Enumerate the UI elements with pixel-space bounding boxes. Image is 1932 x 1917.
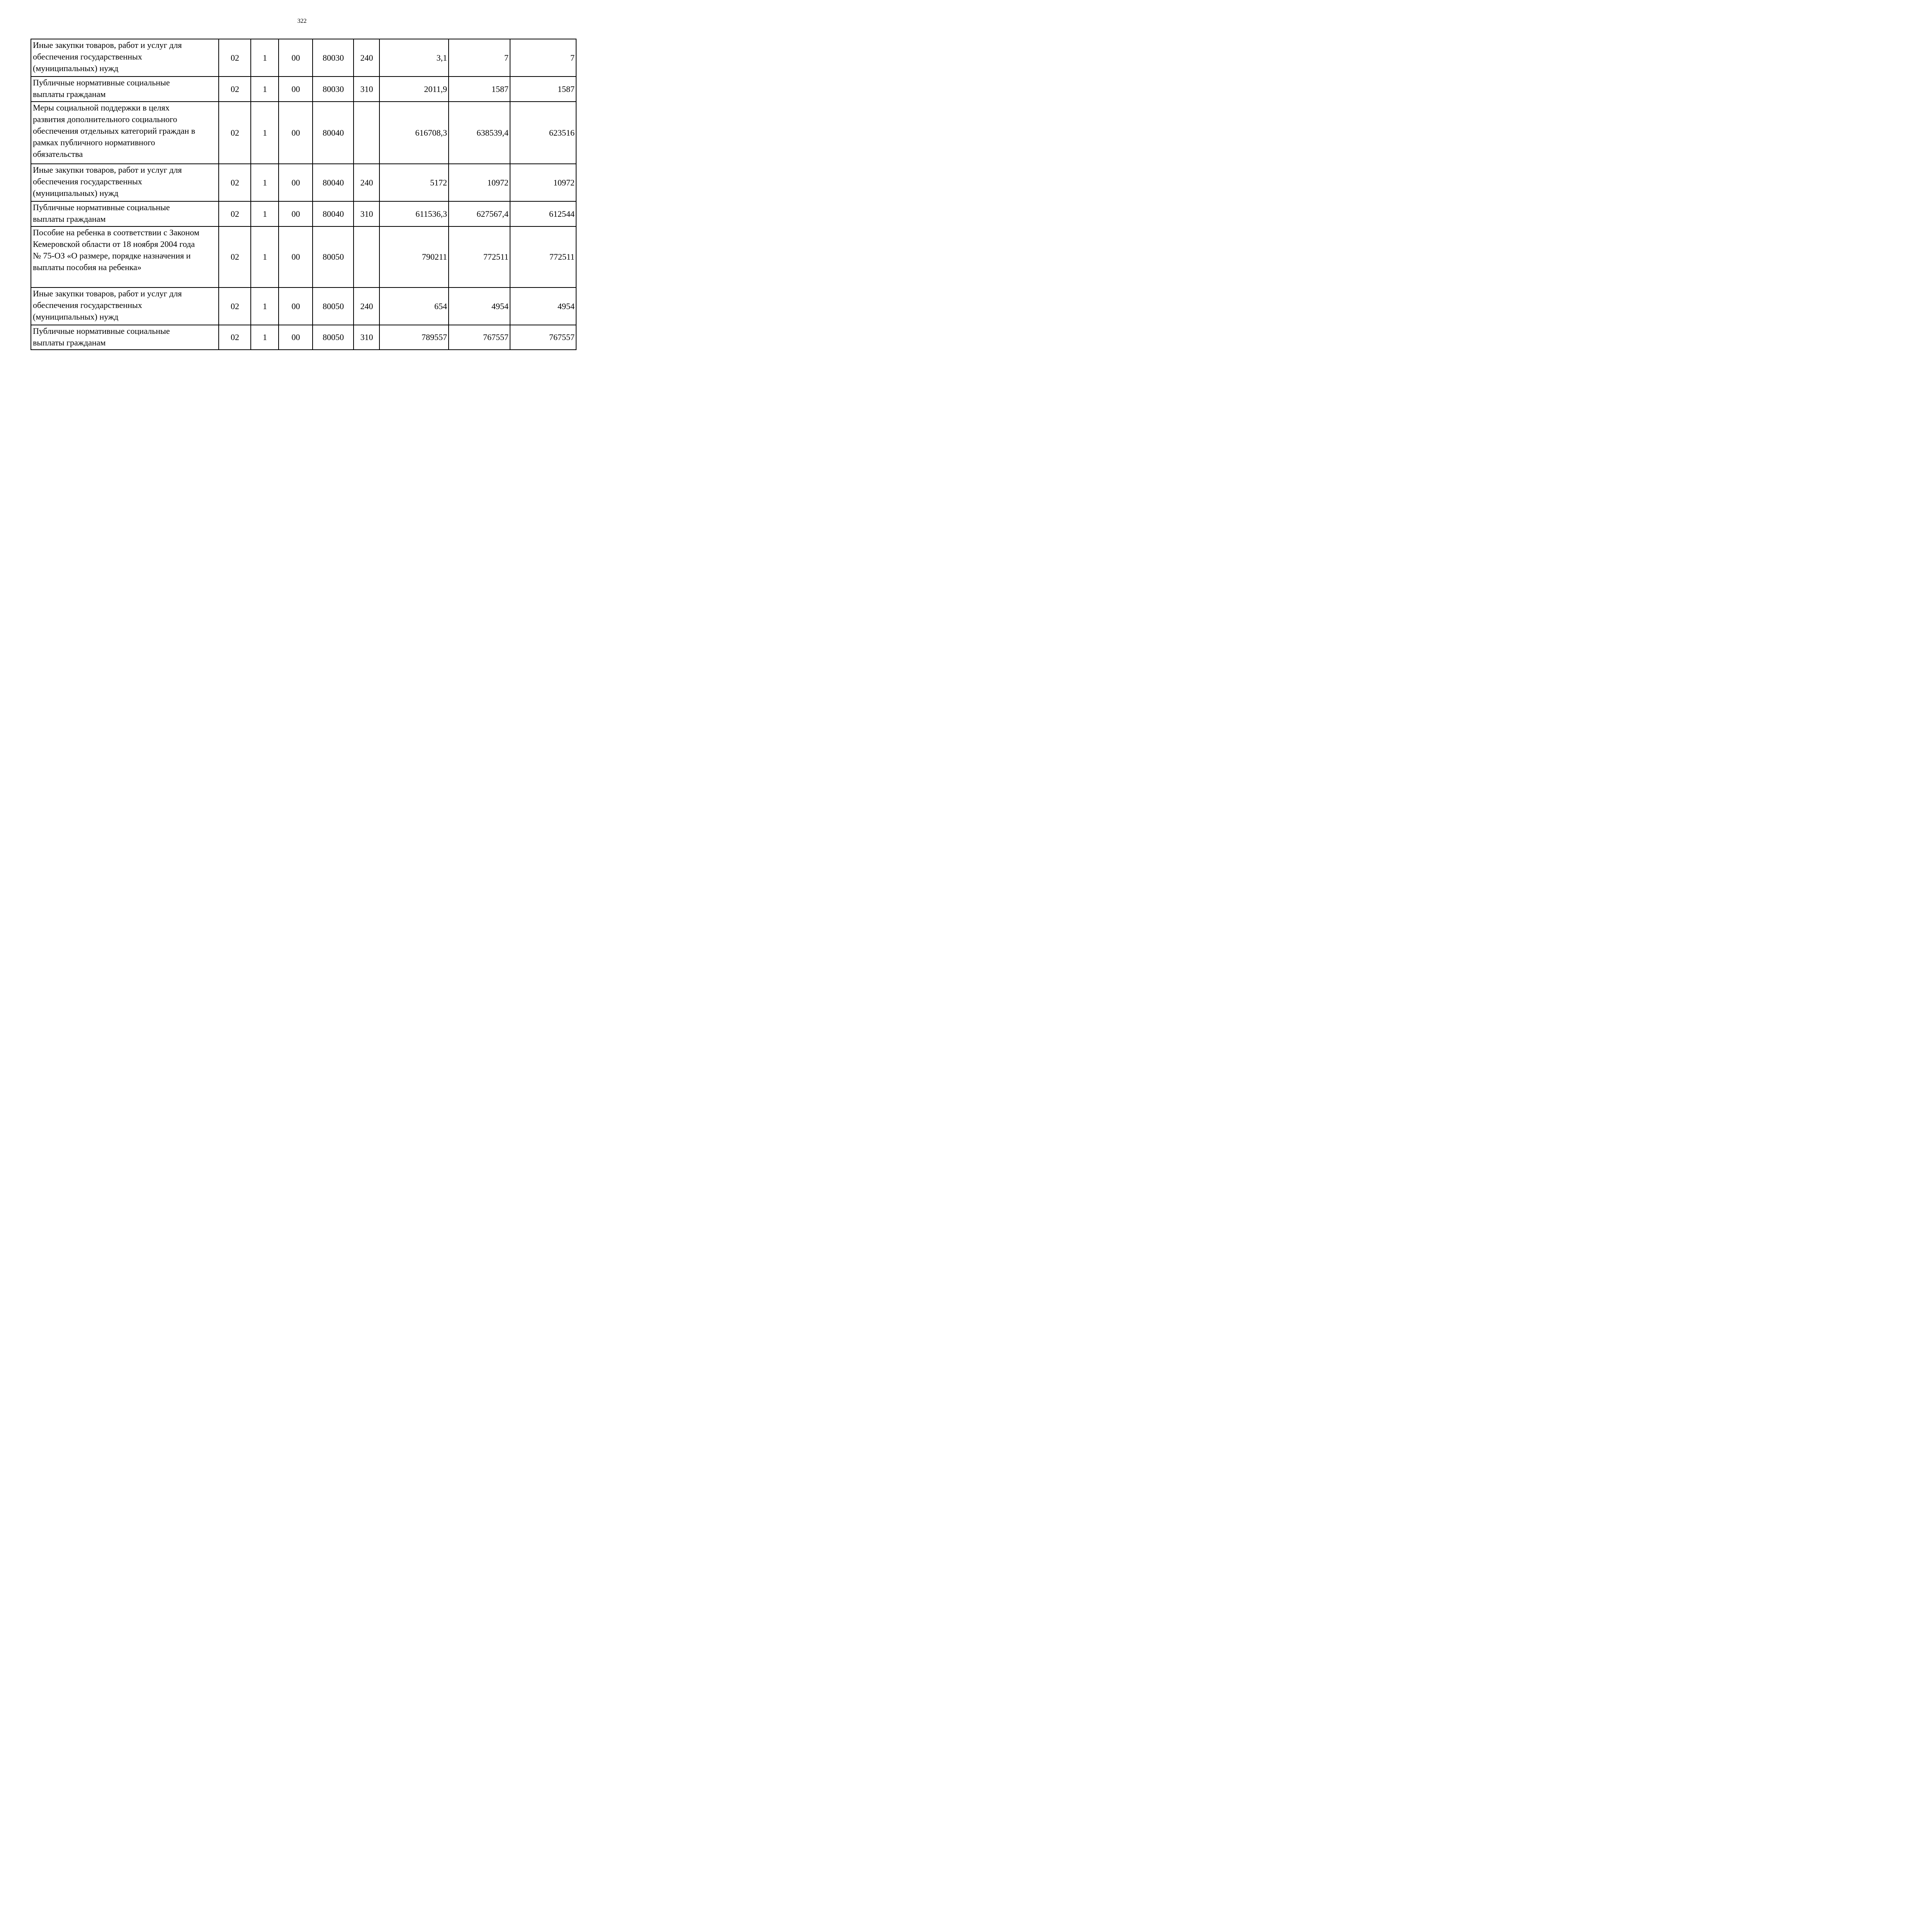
program-code: 1 <box>251 201 279 226</box>
row-description: Меры социальной поддержки в целях развития дополнительного социального обеспечения отдельных категорий граждан в рамках публичного нормативного обязательства <box>31 102 219 164</box>
table-row <box>31 39 576 77</box>
table-row <box>31 77 576 102</box>
direction-code: 80030 <box>313 39 354 77</box>
direction-code: 80050 <box>313 287 354 325</box>
table-row <box>31 164 576 201</box>
row-description: Пособие на ребенка в соответствии с Законом Кемеровской области от 18 ноября 2004 года № 75-ОЗ «О размере, порядке назначения и выплаты пособия на ребенка» <box>31 226 219 287</box>
program-code: 1 <box>251 102 279 164</box>
subprogram-code: 00 <box>279 102 313 164</box>
row-description: Иные закупки товаров, работ и услуг для обеспечения государственных (муниципальных) нужд <box>31 164 219 201</box>
amount-year-3: 772511 <box>510 226 576 287</box>
table-row <box>31 325 576 350</box>
section-code: 02 <box>219 201 251 226</box>
expense-type-code: 310 <box>354 325 379 350</box>
amount-year-2: 7 <box>449 39 510 77</box>
amount-year-1: 616708,3 <box>379 102 449 164</box>
expense-type-code: 310 <box>354 77 379 102</box>
amount-year-1: 2011,9 <box>379 77 449 102</box>
amount-year-3: 623516 <box>510 102 576 164</box>
expense-type-code <box>354 226 379 287</box>
direction-code: 80040 <box>313 201 354 226</box>
section-code: 02 <box>219 325 251 350</box>
row-description: Публичные нормативные социальные выплаты гражданам <box>31 77 219 102</box>
row-description: Иные закупки товаров, работ и услуг для обеспечения государственных (муниципальных) нужд <box>31 39 219 77</box>
subprogram-code: 00 <box>279 77 313 102</box>
amount-year-1: 654 <box>379 287 449 325</box>
expense-type-code: 240 <box>354 164 379 201</box>
amount-year-3: 4954 <box>510 287 576 325</box>
amount-year-1: 611536,3 <box>379 201 449 226</box>
subprogram-code: 00 <box>279 39 313 77</box>
program-code: 1 <box>251 226 279 287</box>
amount-year-3: 767557 <box>510 325 576 350</box>
section-code: 02 <box>219 77 251 102</box>
amount-year-1: 790211 <box>379 226 449 287</box>
row-description: Публичные нормативные социальные выплаты гражданам <box>31 325 219 350</box>
expense-type-code <box>354 102 379 164</box>
section-code: 02 <box>219 102 251 164</box>
amount-year-1: 789557 <box>379 325 449 350</box>
row-description: Публичные нормативные социальные выплаты гражданам <box>31 201 219 226</box>
expense-type-code: 310 <box>354 201 379 226</box>
direction-code: 80030 <box>313 77 354 102</box>
program-code: 1 <box>251 325 279 350</box>
program-code: 1 <box>251 164 279 201</box>
subprogram-code: 00 <box>279 287 313 325</box>
subprogram-code: 00 <box>279 201 313 226</box>
amount-year-1: 5172 <box>379 164 449 201</box>
section-code: 02 <box>219 39 251 77</box>
amount-year-3: 1587 <box>510 77 576 102</box>
table-row <box>31 226 576 287</box>
direction-code: 80040 <box>313 164 354 201</box>
table-row <box>31 287 576 325</box>
section-code: 02 <box>219 226 251 287</box>
subprogram-code: 00 <box>279 325 313 350</box>
section-code: 02 <box>219 287 251 325</box>
amount-year-2: 767557 <box>449 325 510 350</box>
direction-code: 80040 <box>313 102 354 164</box>
table-row <box>31 102 576 164</box>
amount-year-3: 612544 <box>510 201 576 226</box>
direction-code: 80050 <box>313 226 354 287</box>
amount-year-2: 772511 <box>449 226 510 287</box>
amount-year-2: 1587 <box>449 77 510 102</box>
page-number: 322 <box>297 18 307 24</box>
program-code: 1 <box>251 39 279 77</box>
budget-table <box>31 39 577 350</box>
amount-year-3: 10972 <box>510 164 576 201</box>
expense-type-code: 240 <box>354 39 379 77</box>
subprogram-code: 00 <box>279 226 313 287</box>
subprogram-code: 00 <box>279 164 313 201</box>
amount-year-1: 3,1 <box>379 39 449 77</box>
amount-year-2: 4954 <box>449 287 510 325</box>
table-row <box>31 201 576 226</box>
program-code: 1 <box>251 77 279 102</box>
direction-code: 80050 <box>313 325 354 350</box>
amount-year-3: 7 <box>510 39 576 77</box>
amount-year-2: 638539,4 <box>449 102 510 164</box>
expense-type-code: 240 <box>354 287 379 325</box>
program-code: 1 <box>251 287 279 325</box>
amount-year-2: 627567,4 <box>449 201 510 226</box>
row-description: Иные закупки товаров, работ и услуг для обеспечения государственных (муниципальных) нужд <box>31 287 219 325</box>
amount-year-2: 10972 <box>449 164 510 201</box>
section-code: 02 <box>219 164 251 201</box>
